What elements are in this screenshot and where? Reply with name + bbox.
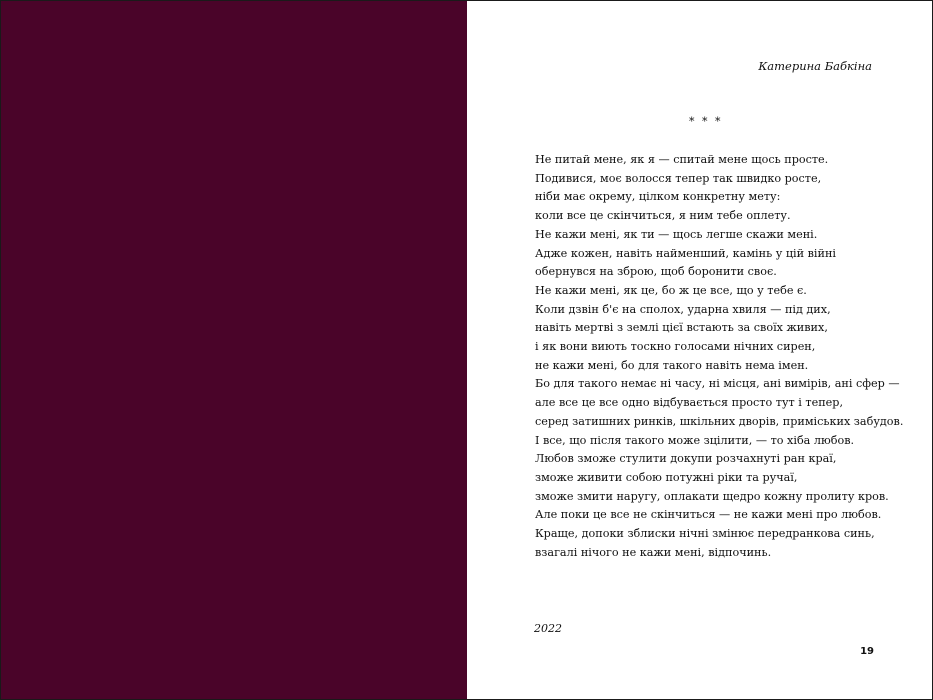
poem-line: зможе змити наругу, оплакати щедро кожну пролиту кров. [535, 489, 889, 503]
poem-line: Не питай мене, як я — спитай мене щось просте. [535, 153, 829, 166]
poem-line: зможе живити собою потужні ріки та ручаї, [535, 470, 798, 484]
poem-line: ніби має окрему, цілком конкретну мету: [535, 190, 781, 204]
poem-line: серед затишних ринків, шкільних дворів, приміських забудов. [535, 414, 904, 428]
left-page-color-block [1, 1, 467, 699]
poem-line: Коли дзвін б'є на сполох, ударна хвиля — під дих, [535, 302, 831, 316]
poem-line: І все, що після такого може зцілити, — то хіба любов. [535, 433, 855, 447]
poem-line: обернувся на зброю, щоб боронити своє. [535, 265, 777, 279]
poem-line: не кажи мені, бо для такого навіть нема імен. [535, 358, 809, 372]
poem-line: і як вони виють тоскно голосами нічних сирен, [535, 340, 816, 354]
page-number: 19 [860, 646, 874, 657]
poem-line: Краще, допоки зблиски нічні змінює передранкова синь, [535, 527, 875, 541]
poem-line: навіть мертві з землі цієї встають за своїх живих, [535, 321, 828, 335]
poem-line: Адже кожен, навіть найменший, камінь у цій війні [535, 246, 837, 260]
poem-year: 2022 [534, 622, 562, 635]
poem-line: Подивися, моє волосся тепер так швидко росте, [535, 171, 822, 185]
poem-line: коли все це скінчиться, я ним тебе оплету. [535, 209, 791, 223]
poem-line: Не кажи мені, як ти — щось легше скажи мені. [535, 227, 818, 241]
section-separator: * * * [689, 115, 723, 128]
poem-line: Не кажи мені, як це, бо ж це все, що у тебе є. [535, 283, 807, 297]
author-name: Катерина Бабкіна [758, 59, 872, 73]
poem-line: Бо для такого немає ні часу, ні місця, ані вимірів, ані сфер — [535, 377, 900, 391]
poem-line: Любов зможе стулити докупи розчахнуті ран краї, [535, 452, 837, 466]
poem-line: Але поки це все не скінчиться — не кажи мені про любов. [535, 508, 882, 522]
poem-body [535, 151, 915, 562]
right-page [467, 1, 932, 699]
poem-line: взагалі нічого не кажи мені, відпочинь. [535, 545, 772, 559]
poem-line: але все це все одно відбувається просто тут і тепер, [535, 396, 844, 410]
